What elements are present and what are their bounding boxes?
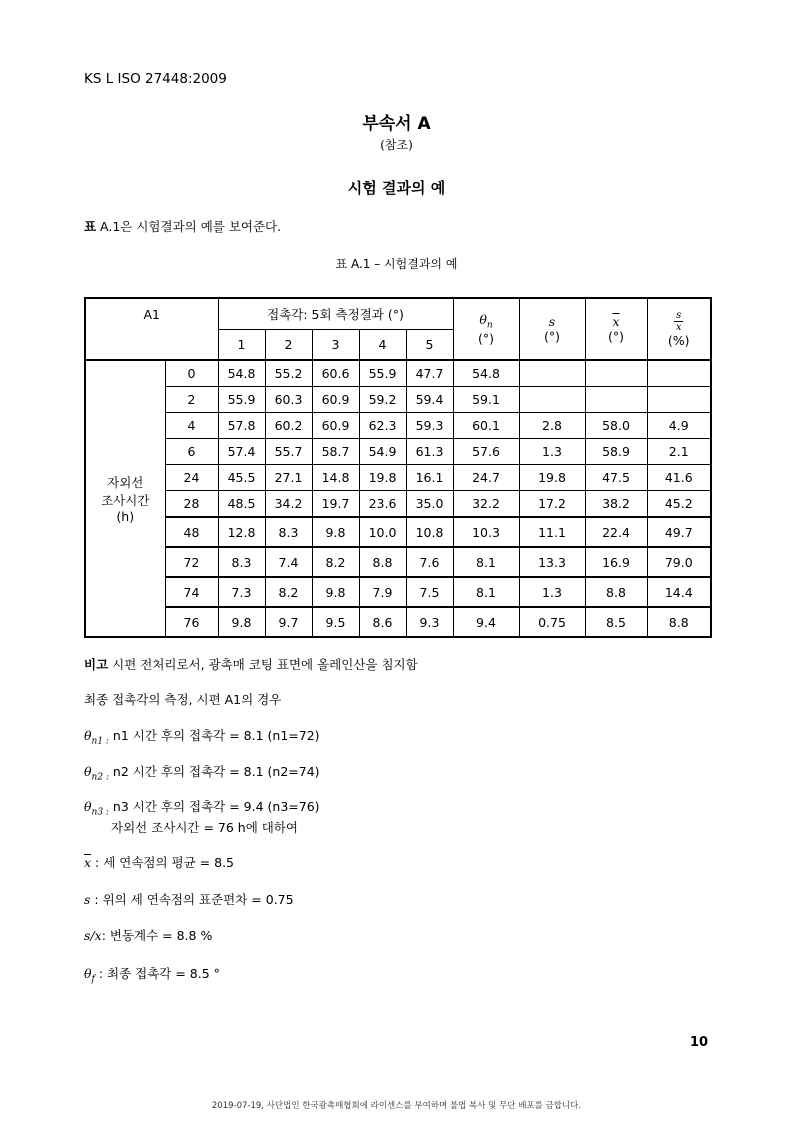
intro-paragraph bbox=[84, 217, 281, 235]
group-header: 접촉각: 5회 측정결과 (°) bbox=[218, 298, 453, 330]
measure-cell: 12.8 bbox=[218, 517, 265, 547]
measure-col-5: 5 bbox=[406, 330, 453, 361]
xbar-cell: 22.4 bbox=[585, 517, 647, 547]
measure-cell: 27.1 bbox=[265, 465, 312, 491]
xbar-cell: 58.0 bbox=[585, 413, 647, 439]
measure-cell: 8.2 bbox=[312, 547, 359, 577]
measure-cell: 14.8 bbox=[312, 465, 359, 491]
section-title: 시험 결과의 예 bbox=[347, 179, 446, 197]
row-group-label-2: 조사시간 bbox=[101, 493, 150, 508]
measure-cell: 10.0 bbox=[359, 517, 406, 547]
theta-cell: 10.3 bbox=[453, 517, 519, 547]
cv-text: : 변동계수 = 8.8 % bbox=[101, 928, 213, 943]
theta-n2-text: n2 시간 후의 접촉각 = 8.1 (n2=74) bbox=[108, 764, 320, 779]
measure-cell: 7.4 bbox=[265, 547, 312, 577]
standard-header: KS L ISO 27448:2009 bbox=[84, 71, 227, 87]
table-row bbox=[85, 465, 711, 491]
hours-cell: 48 bbox=[165, 517, 218, 547]
theta-cell: 59.1 bbox=[453, 387, 519, 413]
xbar-text: : 세 연속점의 평균 = 8.5 bbox=[91, 855, 234, 870]
theta-f-line bbox=[84, 964, 220, 985]
hours-cell: 76 bbox=[165, 607, 218, 637]
ratio-numerator: s bbox=[676, 310, 682, 321]
cv-cell: 8.8 bbox=[647, 607, 711, 637]
theta-sub: n bbox=[486, 320, 493, 331]
hours-cell: 72 bbox=[165, 547, 218, 577]
theta-cell: 32.2 bbox=[453, 491, 519, 518]
measure-cell: 7.5 bbox=[406, 577, 453, 607]
s-text: : 위의 세 연속점의 표준편차 = 0.75 bbox=[90, 892, 294, 907]
table-row bbox=[85, 387, 711, 413]
theta-unit: (°) bbox=[477, 330, 494, 346]
theta-n1-sub: n1 : bbox=[91, 736, 109, 747]
table-row bbox=[85, 491, 711, 518]
remark bbox=[84, 655, 418, 673]
measure-col-3: 3 bbox=[312, 330, 359, 361]
xbar-cell: 8.5 bbox=[585, 607, 647, 637]
measure-cell: 55.9 bbox=[218, 387, 265, 413]
measure-cell: 8.2 bbox=[265, 577, 312, 607]
measure-cell: 9.8 bbox=[218, 607, 265, 637]
hours-cell: 6 bbox=[165, 439, 218, 465]
measure-cell: 55.2 bbox=[265, 360, 312, 387]
xbar-cell: 38.2 bbox=[585, 491, 647, 518]
theta-symbol: θ bbox=[84, 966, 92, 981]
cv-header bbox=[647, 298, 711, 360]
results-table bbox=[84, 297, 712, 638]
intro-prefix: 표 bbox=[84, 219, 97, 234]
cv-line bbox=[84, 926, 212, 944]
table-caption: 표 A.1 – 시험결과의 예 bbox=[335, 257, 458, 271]
row-group-label-1: 자외선 bbox=[107, 475, 144, 490]
theta-n1-line bbox=[84, 726, 320, 747]
measure-cell: 60.2 bbox=[265, 413, 312, 439]
cv-cell: 2.1 bbox=[647, 439, 711, 465]
theta-cell: 9.4 bbox=[453, 607, 519, 637]
measure-cell: 19.7 bbox=[312, 491, 359, 518]
measure-cell: 35.0 bbox=[406, 491, 453, 518]
theta-symbol: θ bbox=[84, 728, 92, 743]
theta-cell: 54.8 bbox=[453, 360, 519, 387]
row-group-label bbox=[85, 360, 165, 637]
measure-cell: 57.4 bbox=[218, 439, 265, 465]
measure-cell: 9.8 bbox=[312, 577, 359, 607]
s-cell: 2.8 bbox=[519, 413, 585, 439]
measure-cell: 57.8 bbox=[218, 413, 265, 439]
theta-f-sub: f bbox=[91, 974, 95, 985]
s-header bbox=[519, 298, 585, 360]
measure-cell: 10.8 bbox=[406, 517, 453, 547]
theta-n2-line bbox=[84, 762, 320, 783]
hours-cell: 0 bbox=[165, 360, 218, 387]
s-symbol: s bbox=[548, 314, 556, 329]
measure-cell: 8.6 bbox=[359, 607, 406, 637]
measure-cell: 48.5 bbox=[218, 491, 265, 518]
measure-cell: 7.3 bbox=[218, 577, 265, 607]
s-cell: 11.1 bbox=[519, 517, 585, 547]
measure-col-2: 2 bbox=[265, 330, 312, 361]
hours-cell: 28 bbox=[165, 491, 218, 518]
s-cell: 0.75 bbox=[519, 607, 585, 637]
cv-cell: 45.2 bbox=[647, 491, 711, 518]
measure-cell: 9.3 bbox=[406, 607, 453, 637]
table-row bbox=[85, 547, 711, 577]
cv-cell: 79.0 bbox=[647, 547, 711, 577]
xbar-cell bbox=[585, 360, 647, 387]
s-unit: (°) bbox=[543, 329, 560, 344]
measure-cell: 54.8 bbox=[218, 360, 265, 387]
row-group-label-3: (h) bbox=[116, 509, 135, 524]
xbar-symbol: $\overline{x}$ bbox=[84, 855, 92, 870]
annex-title: 부속서 A bbox=[362, 114, 431, 134]
theta-cell: 24.7 bbox=[453, 465, 519, 491]
s-cell: 1.3 bbox=[519, 439, 585, 465]
measure-cell: 9.5 bbox=[312, 607, 359, 637]
measure-col-1: 1 bbox=[218, 330, 265, 361]
measure-col-4: 4 bbox=[359, 330, 406, 361]
s-symbol: s bbox=[84, 892, 91, 907]
theta-n2-sub: n2 : bbox=[91, 772, 109, 783]
theta-symbol: θ bbox=[84, 764, 92, 779]
measure-cell: 62.3 bbox=[359, 413, 406, 439]
ratio-denominator: x bbox=[675, 322, 682, 333]
s-cell: 1.3 bbox=[519, 577, 585, 607]
s-cell bbox=[519, 387, 585, 413]
theta-cell: 8.1 bbox=[453, 577, 519, 607]
hours-cell: 2 bbox=[165, 387, 218, 413]
measure-cell: 59.2 bbox=[359, 387, 406, 413]
table-row bbox=[85, 413, 711, 439]
intro-text: A.1은 시험결과의 예를 보여준다. bbox=[96, 219, 282, 234]
theta-symbol: θ bbox=[84, 799, 92, 814]
theta-header bbox=[453, 298, 519, 360]
measure-cell: 60.9 bbox=[312, 387, 359, 413]
s-cell bbox=[519, 360, 585, 387]
measure-cell: 9.7 bbox=[265, 607, 312, 637]
xbar-line bbox=[84, 853, 234, 871]
measure-cell: 34.2 bbox=[265, 491, 312, 518]
xbar-unit: (°) bbox=[607, 329, 624, 344]
annex-subtitle: (참조) bbox=[380, 138, 413, 152]
xbar-cell: 58.9 bbox=[585, 439, 647, 465]
ratio-label: s/x bbox=[84, 928, 102, 943]
s-cell: 19.8 bbox=[519, 465, 585, 491]
measure-cell: 55.9 bbox=[359, 360, 406, 387]
s-cell: 13.3 bbox=[519, 547, 585, 577]
measure-cell: 7.9 bbox=[359, 577, 406, 607]
measure-cell: 45.5 bbox=[218, 465, 265, 491]
measure-cell: 8.3 bbox=[265, 517, 312, 547]
xbar-cell bbox=[585, 387, 647, 413]
measure-cell: 23.6 bbox=[359, 491, 406, 518]
measure-cell: 59.3 bbox=[406, 413, 453, 439]
s-line bbox=[84, 890, 294, 908]
measure-cell: 60.3 bbox=[265, 387, 312, 413]
measure-cell: 8.8 bbox=[359, 547, 406, 577]
table-row bbox=[85, 439, 711, 465]
measure-cell: 60.9 bbox=[312, 413, 359, 439]
measure-cell: 19.8 bbox=[359, 465, 406, 491]
remark-label: 비고 bbox=[84, 657, 109, 672]
theta-cell: 57.6 bbox=[453, 439, 519, 465]
measure-cell: 9.8 bbox=[312, 517, 359, 547]
cv-cell bbox=[647, 387, 711, 413]
table-row bbox=[85, 517, 711, 547]
measure-cell: 58.7 bbox=[312, 439, 359, 465]
theta-cell: 60.1 bbox=[453, 413, 519, 439]
theta-n3-sub: n3 : bbox=[91, 807, 109, 818]
remark-text: 시편 전처리로서, 광촉매 코팅 표면에 올레인산을 침지함 bbox=[108, 657, 418, 672]
measure-cell: 16.1 bbox=[406, 465, 453, 491]
xbar-cell: 16.9 bbox=[585, 547, 647, 577]
theta-n3-text: n3 시간 후의 접촉각 = 9.4 (n3=76) bbox=[108, 799, 320, 814]
final-measure-line: 최종 접촉각의 측정, 시편 A1의 경우 bbox=[84, 692, 282, 707]
theta-n3-continuation: 자외선 조사시간 = 76 h에 대하여 bbox=[111, 820, 298, 835]
hours-cell: 4 bbox=[165, 413, 218, 439]
hours-cell: 24 bbox=[165, 465, 218, 491]
cv-unit: (%) bbox=[667, 333, 690, 348]
table-row bbox=[85, 577, 711, 607]
measure-cell: 55.7 bbox=[265, 439, 312, 465]
theta-cell: 8.1 bbox=[453, 547, 519, 577]
measure-cell: 61.3 bbox=[406, 439, 453, 465]
theta-n3-line bbox=[84, 797, 320, 818]
xbar-cell: 8.8 bbox=[585, 577, 647, 607]
cv-cell: 14.4 bbox=[647, 577, 711, 607]
cv-cell: 41.6 bbox=[647, 465, 711, 491]
license-footer: 2019-07-19, 사단법인 한국광촉매협회에 라이센스를 부여하며 불법 복사 및 무단 배포를 금합니다. bbox=[211, 1101, 582, 1111]
theta-n1-text: n1 시간 후의 접촉각 = 8.1 (n1=72) bbox=[108, 728, 320, 743]
measure-cell: 54.9 bbox=[359, 439, 406, 465]
measure-cell: 47.7 bbox=[406, 360, 453, 387]
table-row bbox=[85, 607, 711, 637]
s-cell: 17.2 bbox=[519, 491, 585, 518]
xbar-symbol: $\overline{x}$ bbox=[612, 314, 620, 329]
measure-cell: 8.3 bbox=[218, 547, 265, 577]
xbar-header bbox=[585, 298, 647, 360]
theta-symbol: θ bbox=[479, 312, 487, 328]
cv-cell: 49.7 bbox=[647, 517, 711, 547]
sample-label: A1 bbox=[85, 298, 218, 360]
cv-cell: 4.9 bbox=[647, 413, 711, 439]
measure-cell: 59.4 bbox=[406, 387, 453, 413]
measure-cell: 7.6 bbox=[406, 547, 453, 577]
page-number: 10 bbox=[690, 1035, 709, 1050]
hours-cell: 74 bbox=[165, 577, 218, 607]
table-row bbox=[85, 360, 711, 387]
measure-cell: 60.6 bbox=[312, 360, 359, 387]
theta-f-text: : 최종 접촉각 = 8.5 ° bbox=[94, 966, 220, 981]
xbar-cell: 47.5 bbox=[585, 465, 647, 491]
cv-cell bbox=[647, 360, 711, 387]
